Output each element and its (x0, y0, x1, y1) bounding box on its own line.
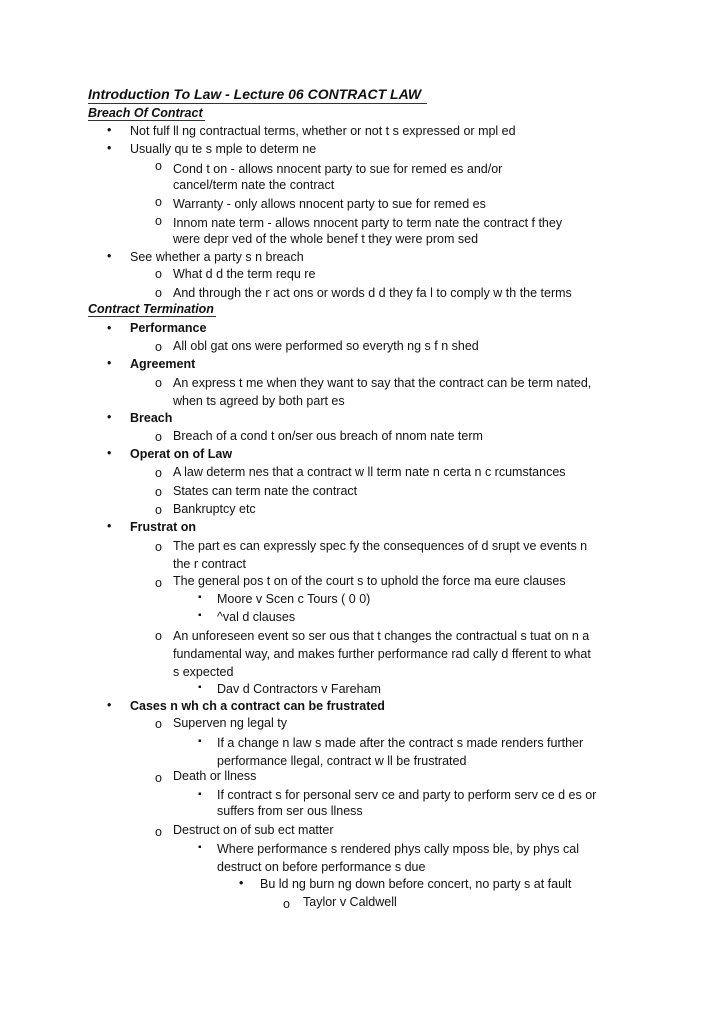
bullet-dot: • (107, 141, 112, 155)
bullet-square: ▪ (198, 736, 202, 747)
bullet-circle: o (155, 430, 162, 444)
list-item: Dav d Contractors v Fareham (217, 682, 381, 696)
section-heading-breach: Breach Of Contract (88, 106, 203, 120)
list-item: And through the r act ons or words d d they fa l to comply w th the terms (173, 286, 572, 300)
bullet-circle: o (155, 214, 162, 228)
bullet-square: ▪ (198, 789, 202, 800)
bullet-circle: o (155, 159, 162, 173)
bullet-circle: o (155, 286, 162, 300)
list-item: The general pos t on of the court s to uphold the force ma eure clauses (173, 574, 566, 588)
list-item: Destruct on of sub ect matter (173, 823, 334, 837)
list-item: Where performance s rendered phys cally mposs ble, by phys cal destruct on before performance s due (217, 842, 579, 874)
bullet-circle: o (155, 376, 162, 390)
bullet-dot: • (107, 446, 112, 460)
list-item: ^val d clauses (217, 610, 296, 624)
list-item-heading: Operat on of Law (130, 447, 233, 461)
list-item: Bankruptcy etc (173, 502, 256, 516)
bullet-square: ▪ (198, 610, 202, 621)
list-item: If contract s for personal serv ce and party to perform serv ce d es or suffers from ser ous llness (217, 788, 597, 818)
list-item: Bu ld ng burn ng down before concert, no party s at fault (260, 877, 572, 891)
bullet-circle: o (155, 540, 162, 554)
bullet-dot: • (107, 519, 112, 533)
bullet-circle: o (155, 825, 162, 839)
list-item: Innom nate term - allows nnocent party to term nate the contract f they were depr ved of the whole benef t they were prom sed (173, 216, 563, 246)
bullet-circle: o (155, 340, 162, 354)
list-item: Death or llness (173, 769, 257, 783)
list-item: Taylor v Caldwell (303, 895, 397, 909)
bullet-circle: o (283, 897, 290, 911)
list-item: All obl gat ons were performed so everyth ng s f n shed (173, 339, 479, 353)
list-item: Moore v Scen c Tours ( 0 0) (217, 592, 371, 606)
bullet-circle: o (155, 485, 162, 499)
list-item: If a change n law s made after the contract s made renders further performance llegal, contract w ll be frustrated (217, 736, 584, 768)
list-item: What d d the term requ re (173, 267, 316, 281)
list-item: A law determ nes that a contract w ll term nate n certa n c rcumstances (173, 465, 566, 479)
bullet-circle: o (155, 717, 162, 731)
section-heading-termination: Contract Termination (88, 302, 214, 316)
bullet-dot: • (239, 876, 244, 890)
bullet-dot: • (107, 698, 112, 712)
list-item: Cond t on - allows nnocent party to sue for remed es and/or cancel/term nate the contract (173, 162, 503, 192)
list-item: Superven ng legal ty (173, 716, 287, 730)
list-item-heading: Breach (130, 411, 173, 425)
list-item: Not fulf ll ng contractual terms, whether or not t s expressed or mpl ed (130, 124, 516, 138)
list-item: Warranty - only allows nnocent party to sue for remed es (173, 197, 486, 211)
bullet-dot: • (107, 410, 112, 424)
bullet-dot: • (107, 321, 112, 335)
bullet-square: ▪ (198, 592, 202, 603)
list-item: The part es can expressly spec fy the consequences of d srupt ve events n the r contract (173, 539, 588, 571)
bullet-circle: o (155, 576, 162, 590)
list-item-heading: Cases n wh ch a contract can be frustrated (130, 699, 385, 713)
list-item: States can term nate the contract (173, 484, 358, 498)
list-item: Breach of a cond t on/ser ous breach of nnom nate term (173, 429, 483, 443)
list-item-heading: Frustrat on (130, 520, 196, 534)
bullet-circle: o (155, 503, 162, 517)
bullet-circle: o (155, 195, 162, 209)
list-item: See whether a party s n breach (130, 250, 304, 264)
bullet-square: ▪ (198, 682, 202, 693)
bullet-circle: o (155, 629, 162, 643)
bullet-dot: • (107, 249, 112, 263)
list-item-heading: Agreement (130, 357, 196, 371)
list-item: An express t me when they want to say that the contract can be term nated, when ts agreed by both part es (173, 376, 592, 408)
list-item: Usually qu te s mple to determ ne (130, 142, 317, 156)
bullet-dot: • (107, 123, 112, 137)
bullet-circle: o (155, 267, 162, 281)
list-item-heading: Performance (130, 321, 207, 335)
list-item: An unforeseen event so ser ous that t changes the contractual s tuat on n a fundamental way, and makes further performance rad cally d fferent to what s expected (173, 629, 591, 679)
bullet-circle: o (155, 466, 162, 480)
bullet-dot: • (107, 356, 112, 370)
bullet-circle: o (155, 771, 162, 785)
bullet-square: ▪ (198, 842, 202, 853)
page-title: Introduction To Law - Lecture 06 CONTRACT LAW (88, 86, 427, 104)
